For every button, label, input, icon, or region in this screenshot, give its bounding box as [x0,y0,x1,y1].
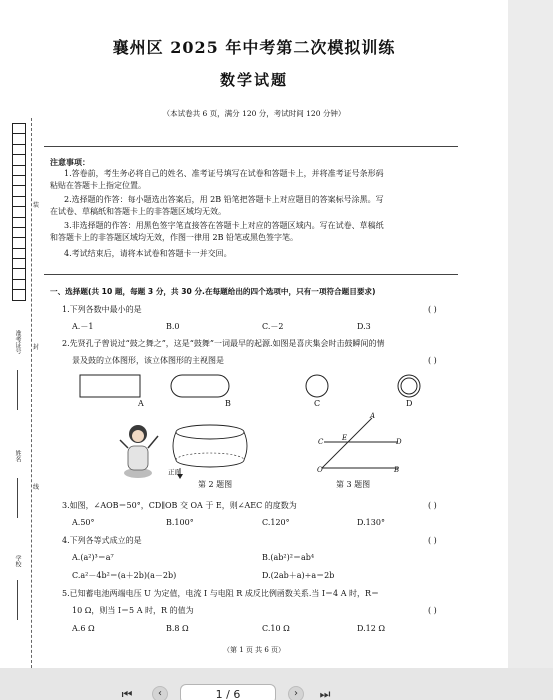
q5-answer-paren: ( ) [428,606,437,615]
option-a-rectangle [80,375,140,397]
divider-notice [44,274,458,275]
q2-label-a: A [138,399,144,408]
q2-answer-paren: ( ) [428,356,437,365]
page-indicator[interactable]: 1 / 6 [180,684,276,700]
drum-stick [120,440,128,448]
school-underline [17,580,18,620]
mark-bind: 装 [33,202,40,209]
notice-line: 在试卷、草稿纸和答题卡上的非答题区域均无效。 [50,207,226,216]
drum-stick [148,436,158,448]
q4-option-a: A.(a²)³＝a⁷ [72,553,114,562]
q2-label-d: D [406,399,413,408]
name-label: 姓名 [14,450,21,462]
drum-left-side [173,432,176,460]
q5-stem-line1: 5.已知蓄电池两端电压 U 为定值，电流 I 与电阻 R 成反比例函数关系.当 I＝4 A 时，R＝ [62,589,380,598]
notice-line: 2.选择题的作答：每小题选出答案后，用 2B 铅笔把答题卡上对应题目的答案标号涂黑。写 [64,195,384,204]
exam-subtitle: 数学试题 [219,71,288,89]
point-c: C [318,438,324,446]
q1-option-a: A.－1 [72,322,94,331]
q4-answer-paren: ( ) [428,536,437,545]
next-page-button[interactable] [288,686,304,700]
page-footer: （第 1 页 共 6 页） [222,646,286,654]
q4-option-c: C.a²－4b²＝(a＋2b)(a－2b) [72,571,177,580]
exam-info: （本试卷共 6 页，满分 120 分，考试时间 120 分钟） [162,109,346,118]
option-c-circle [306,375,328,397]
front-label: 正面 [168,468,181,476]
divider-top [44,146,458,147]
point-b: B [394,466,400,474]
point-d: D [396,438,402,446]
q5-option-c: C.10 Ω [262,624,290,633]
notice-line: 和答题卡上的非答题区域均无效，作图一律用 2B 铅笔或黑色签字笔。 [50,233,299,242]
exam-title: 襄州区 2025 年中考第二次模拟训练 [112,38,396,57]
notice-line: 4.考试结束后，请将本试卷和答题卡一并交回。 [64,249,232,258]
drummer-face [132,430,144,442]
point-a: A [370,412,376,420]
q5-option-a: A.6 Ω [72,624,95,633]
q1-option-d: D.3 [357,322,371,331]
q1-option-b: B.0 [166,322,180,331]
exam-number-label: 准考证号 [14,330,21,354]
fig3-caption: 第 3 题图 [336,480,371,489]
section1-heading: 一、选择题(共 10 题，每题 3 分，共 30 分.在每题给出的四个选项中，只有一项符合题目要求) [50,287,376,296]
notice-line: 3.非选择题的作答：用黑色签字笔直接答在答题卡上对应的答题区域内。写在试卷、草稿纸 [64,221,384,230]
q5-option-d: D.12 Ω [357,624,386,633]
q5-option-b: B.8 Ω [166,624,189,633]
mark-seal: 封 [33,344,40,351]
drummer-body [128,446,148,470]
fig2-caption: 第 2 题图 [198,480,233,489]
next-page-icon: › [294,688,298,699]
viewer-scrollbar[interactable] [508,0,553,700]
exam-number-underline [17,370,18,410]
drum-top-ellipse [176,425,244,439]
q1-stem: 1.下列各数中最小的是 [62,305,142,314]
notice-line: 1.答卷前，考生务必将自己的姓名、准考证号填写在试卷和答题卡上，并将准考证号条形码 [64,169,384,178]
q1-answer-paren: ( ) [428,305,437,314]
drum-bottom-hidden [176,453,244,460]
drum-right-side [244,432,247,460]
q3-stem: 3.如图，∠AOB＝50°，CD∥OB 交 OA 于 E，则∠AEC 的度数为 [62,501,297,510]
exam-number-grid [12,124,26,301]
binding-cut-line [31,118,32,668]
drum-bottom-arc [176,460,244,467]
prev-page-button[interactable] [152,686,168,700]
q2-stem-line1: 2.先贤孔子曾说过“鼓之舞之”，这是“鼓舞”一词最早的起源.如图是喜庆集会时击鼓瞬间的情 [62,339,385,348]
q3-option-b: B.100° [166,518,194,527]
prev-page-icon: ‹ [158,688,162,699]
mark-line: 线 [33,484,40,491]
name-underline [17,478,18,518]
option-b-rounded-rect [171,375,229,397]
q2-option-figures [60,370,460,410]
last-page-button[interactable] [318,686,332,700]
q3-answer-paren: ( ) [428,501,437,510]
option-d-inner-circle [401,378,417,394]
q3-option-a: A.50° [72,518,95,527]
q4-stem: 4.下列各等式成立的是 [62,536,142,545]
point-e: E [342,434,348,442]
first-page-button[interactable] [120,686,134,700]
point-o: O [317,466,323,474]
q2-figure-drum [116,418,256,480]
q2-stem-line2: 景及鼓的立体图形，该立体图形的主视图是 [72,356,224,365]
q4-option-d: D.(2ab＋a)÷a＝2b [262,571,335,580]
notice-line: 粘贴在答题卡上指定位置。 [50,181,146,190]
q2-label-b: B [225,399,231,408]
q3-figure [314,412,404,474]
page-toolbar [0,668,553,700]
last-page-icon: ⏭ [319,687,331,700]
notice-heading: 注意事项： [50,157,90,167]
q2-label-c: C [314,399,321,408]
q3-option-c: C.120° [262,518,290,527]
q3-option-d: D.130° [357,518,385,527]
grid-cell [12,289,26,300]
school-label: 学校 [14,555,21,567]
q1-option-c: C.－2 [262,322,284,331]
first-page-icon: ⏮ [121,687,133,700]
q5-stem-line2: 10 Ω，则当 I＝5 A 时，R 的值为 [72,606,194,615]
q4-option-b: B.(ab²)²＝ab⁴ [262,553,315,562]
